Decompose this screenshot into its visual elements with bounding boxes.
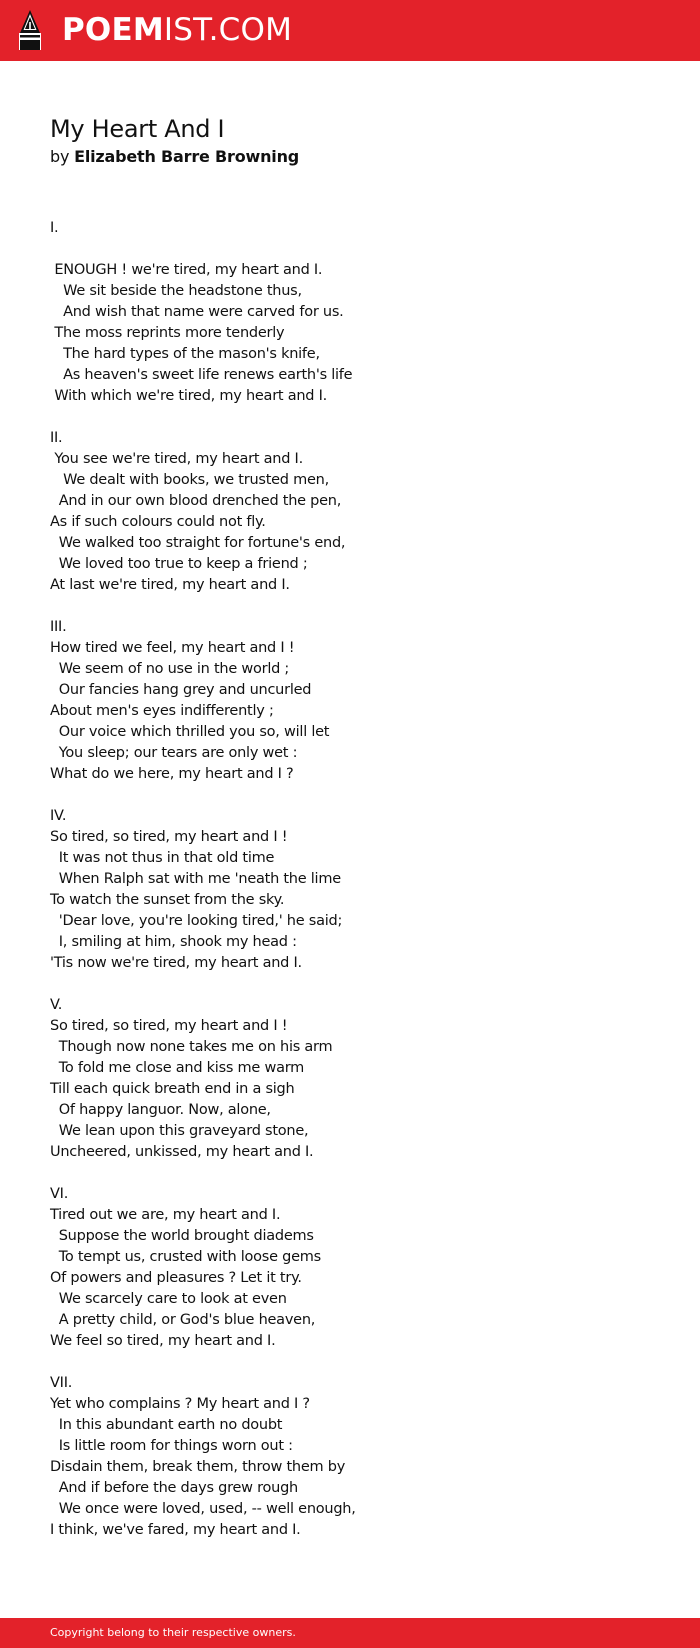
by-prefix: by (50, 147, 70, 166)
poem-body: I. ENOUGH ! we're tired, my heart and I. We sit beside the headstone thus, And wish that name were carved for us. The moss reprints more tenderly The hard types of the mason's knife, As heaven's sweet life renews earth's life With which we're tired, my heart and I. II. You see we're tired, my heart and I. We dealt with books, we trusted men, And in our own blood drenched the pen, As if such colours could not fly. We walked too straight for fortune's end, We loved too true to keep a friend ; At last we're tired, my heart and I. III. How tired we feel, my heart and I ! We seem of no use in the world ; Our fancies hang grey and uncurled About men's eyes indifferently ; Our voice which thrilled you so, will let You sleep; our tears are only wet : What do we here, my heart and I ? IV. So tired, so tired, my heart and I ! It was not thus in that old time When Ralph sat with me 'neath the lime To watch the sunset from the sky. 'Dear love, you're looking tired,' he said; I, smiling at him, shook my head : 'Tis now we're tired, my heart and I. V. So tired, so tired, my heart and I ! Though now none takes me on his arm To fold me close and kiss me warm Till each quick breath end in a sigh Of happy languor. Now, alone, We lean upon this graveyard stone, Uncheered, unkissed, my heart and I. VI. Tired out we are, my heart and I. Suppose the world brought diadems To tempt us, crusted with loose gems Of powers and pleasures ? Let it try. We scarcely care to look at even A pretty child, or God's blue heaven, We feel so tired, my heart and I. VII. Yet who complains ? My heart and I ? In this abundant earth no doubt Is little room for things worn out : Disdain them, break them, throw them by And if before the days grew rough We once were loved, used, -- well enough, I think, we've fared, my heart and I. (50, 220, 356, 1538)
site-footer (0, 1618, 700, 1648)
poem-header (50, 112, 650, 168)
wordmark-bold: POEM (62, 12, 164, 48)
poem-author: Elizabeth Barre Browning (74, 147, 300, 166)
byline (50, 146, 650, 168)
wordmark-light: IST.COM (163, 12, 293, 48)
poem-title: My Heart And I (50, 115, 225, 143)
site-header (0, 0, 700, 61)
copyright-text: Copyright belong to their respective owners. (50, 1626, 296, 1639)
site-wordmark (62, 14, 292, 46)
pen-nib-icon (18, 9, 42, 51)
